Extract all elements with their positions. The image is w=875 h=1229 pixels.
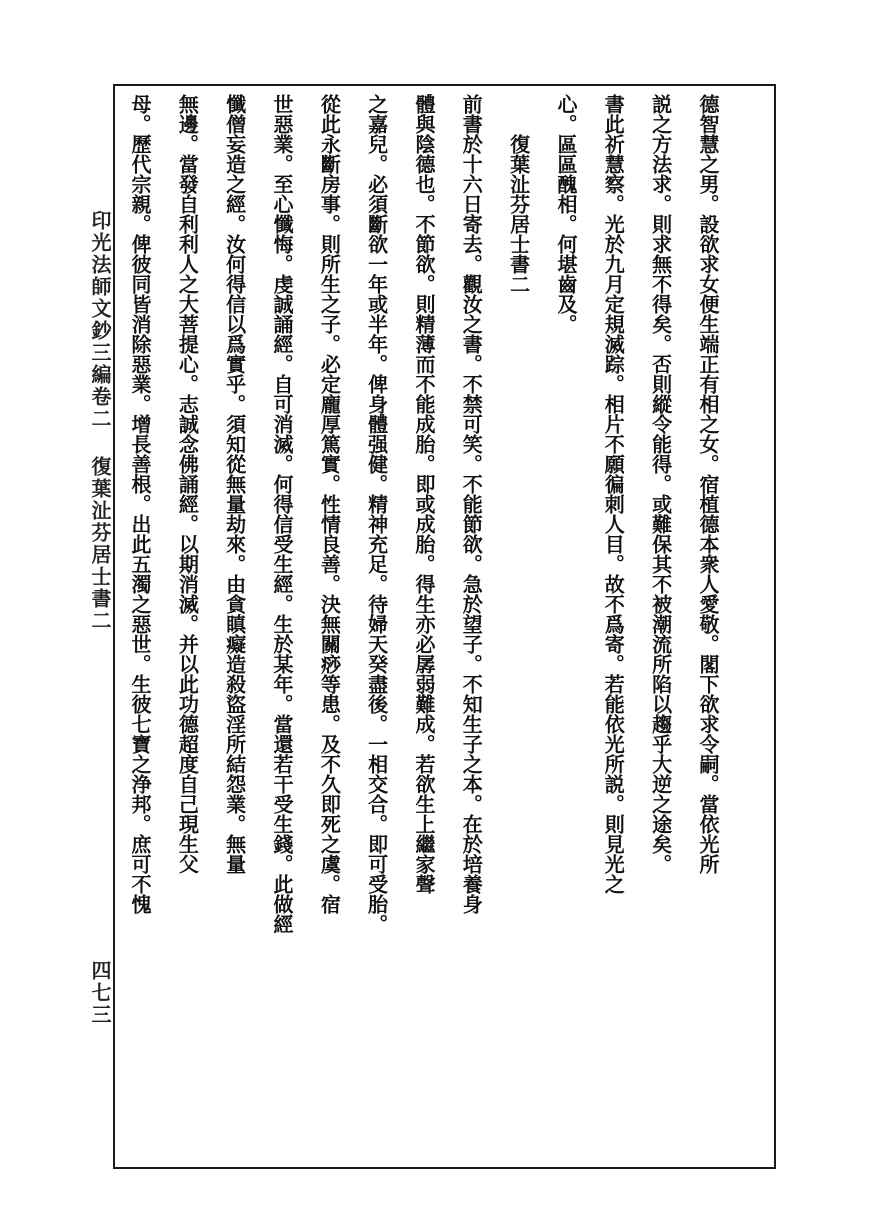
letter-title: 復葉沚芬居士書二 (506, 134, 531, 294)
text-column: 無邊。當發自利利人之大菩提心。志誠念佛誦經。以期消滅。并以此功德超度自己現生父 (175, 94, 200, 874)
text-column: 從此永斷房事。則所生之子。必定龐厚篤實。性情良善。決無關痧等患。及不久即死之虞。宿 (317, 94, 342, 914)
text-column: 懺僧妄造之經。汝何得信以爲實乎。須知從無量劫來。由貪瞋癡造殺盜淫所結怨業。無量 (222, 94, 247, 874)
text-column: 書此祈慧察。光於九月定規滅踪。相片不願徧刺人目。故不爲寄。若能依光所説。則見光之 (601, 94, 626, 894)
text-column: 之嘉兒。必須斷欲一年或半年。俾身體强健。精神充足。待婦天癸盡後。一相交合。即可受胎。 (364, 94, 389, 934)
text-column: 母。歷代宗親。俾彼同皆消除惡業。增長善根。出此五濁之惡世。生彼七寶之浄邦。庶可不愧 (128, 94, 152, 914)
text-column: 説之方法求。則求無不得矣。否則縱令能得。或難保其不被潮流所陷以趨乎大逆之途矣。 (648, 94, 673, 874)
margin-page-number: 四七三 (88, 960, 112, 1026)
text-column: 德智慧之男。設欲求女便生端正有相之女。宿植德本衆人愛敬。閣下欲求令嗣。當依光所 (695, 94, 720, 874)
text-column: 前書於十六日寄去。觀汝之書。不禁可笑。不能節欲。急於望子。不知生子之本。在於培養身 (459, 94, 484, 914)
margin-book-title: 印光法師文鈔三編卷二 (88, 210, 112, 430)
margin-chapter-title: 復葉沚芬居士書二 (88, 456, 112, 632)
text-column: 世惡業。至心懺悔。虔誠誦經。自可消滅。何得信受生經。生於某年。當還若干受生錢。此做經 (269, 94, 294, 934)
main-text-body (118, 94, 730, 1164)
text-column: 體與陰德也。不節欲。則精薄而不能成胎。即或成胎。得生亦必孱弱難成。若欲生上繼家聲 (411, 94, 436, 894)
text-column: 心。區區醜相。何堪齒及。 (553, 94, 578, 334)
